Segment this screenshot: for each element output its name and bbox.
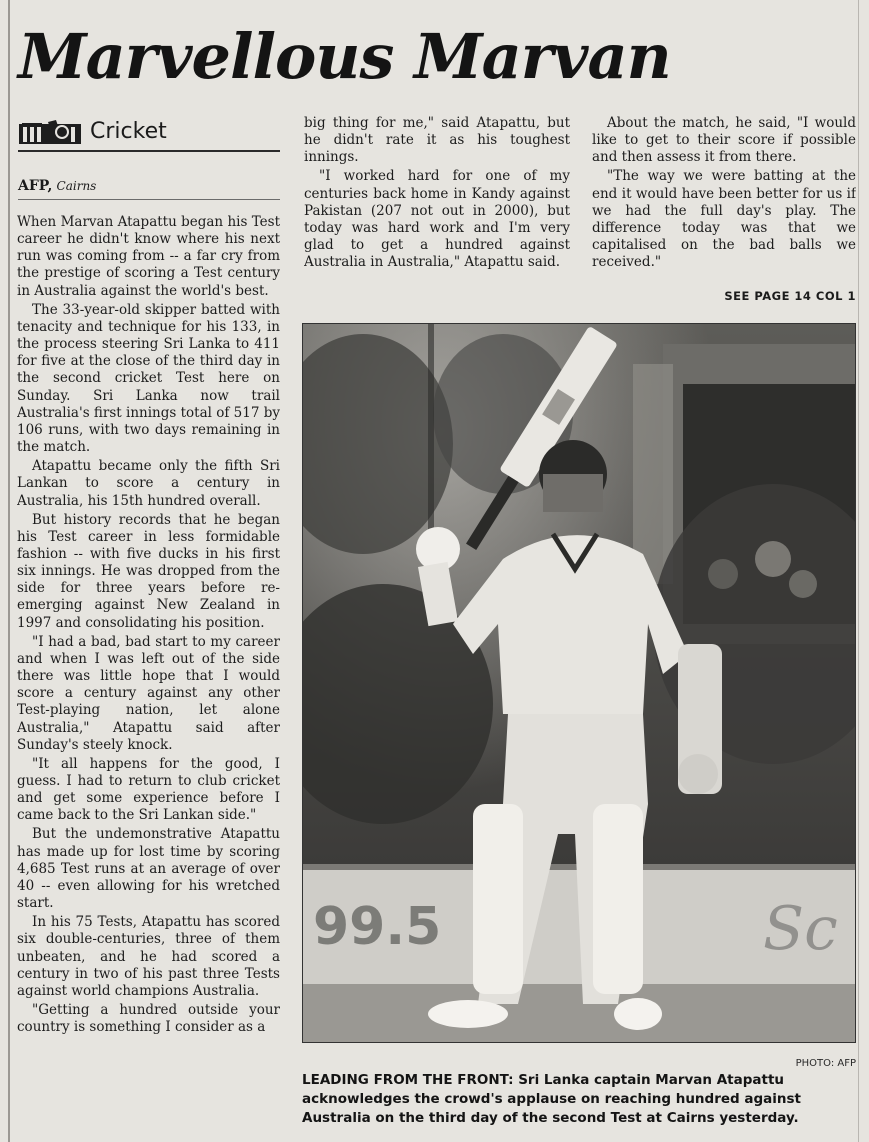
- byline-agency: AFP,: [18, 178, 53, 194]
- page-border-right: [858, 0, 859, 1142]
- paragraph: But history records that he began his Test career in less formidable fashion -- with five ducks in his first six innings. He was dropped from the side for three years before re-emerging against New Zealand in 1997 and consolidating his position.: [17, 511, 280, 631]
- paragraph: Atapattu became only the fifth Sri Lankan to score a century in Australia, his 15th hundred overall.: [17, 458, 280, 509]
- paragraph: About the match, he said, "I would like to get to their score if possible and then assess it from there.: [592, 115, 856, 166]
- caption-kicker: LEADING FROM THE FRONT:: [302, 1072, 514, 1088]
- article-column-1: [17, 214, 280, 1134]
- continuation-note: SEE PAGE 14 COL 1: [724, 289, 856, 303]
- photo-caption: [302, 1071, 858, 1128]
- paragraph: "The way we were batting at the end it would have been better for us if we had the full day's play. The difference today was that we capitalised on the bad balls we received.": [592, 168, 856, 271]
- cricket-stumps-icon: [18, 118, 88, 146]
- article-column-2: [304, 115, 570, 305]
- paragraph: "I worked hard for one of my centuries back home in Kandy against Pakistan (207 not out in 2000), but today was hard work and I'm very glad to get a hundred against Australia in Australia," Atapattu said.: [304, 168, 570, 271]
- headline: Marvellous Marvan: [18, 20, 671, 93]
- svg-text:99.5: 99.5: [313, 897, 442, 957]
- paragraph: "I had a bad, bad start to my career and when I was left out of the side there was little hope that I would score a century against any other Test-playing nation, let alone Australia," Atapattu said after Sunday's steely knock.: [17, 633, 280, 753]
- paragraph: "Getting a hundred outside your country is something I consider as a: [17, 1002, 280, 1036]
- photo-credit: PHOTO: AFP: [795, 1058, 856, 1069]
- news-photo: [302, 323, 856, 1043]
- paragraph: When Marvan Atapattu began his Test career he didn't know where his next run was coming from -- a far cry from the prestige of scoring a Test century in Australia against the world's best.: [17, 214, 280, 299]
- byline: [18, 176, 280, 200]
- paragraph: big thing for me," said Atapattu, but he didn't rate it as his toughest innings.: [304, 115, 570, 166]
- batsman-photo-illustration: [303, 324, 856, 1043]
- section-tag: [18, 112, 280, 152]
- article-column-3: [592, 115, 856, 295]
- svg-text:Sc: Sc: [763, 894, 838, 964]
- paragraph: In his 75 Tests, Atapattu has scored six double-centuries, three of them unbeaten, and he had scored a century in two of his past three Tests against world champions Australia.: [17, 914, 280, 999]
- byline-place: Cairns: [56, 179, 97, 193]
- paragraph: "It all happens for the good, I guess. I had to return to club cricket and get some experience before I came back to the Sri Lankan side.": [17, 755, 280, 824]
- page-border-left: [8, 0, 10, 1142]
- paragraph: But the undemonstrative Atapattu has made up for lost time by scoring 4,685 Test runs at an average of over 40 -- even allowing for his wretched start.: [17, 826, 280, 912]
- paragraph: The 33-year-old skipper batted with tenacity and technique for his 133, in the process steering Sri Lanka to 411 for five at the close of the third day in the second cricket Test here on Sunday. Sri Lanka now trail Australia's first innings total of 517 by 106 runs, with two days remaining in the match.: [17, 301, 280, 456]
- section-label: Cricket: [90, 119, 167, 144]
- caption-text: Sri Lanka captain Marvan Atapattu acknowledges the crowd's applause on reaching hundred against Australia on the third day of the second Test at Cairns yesterday.: [302, 1072, 801, 1126]
